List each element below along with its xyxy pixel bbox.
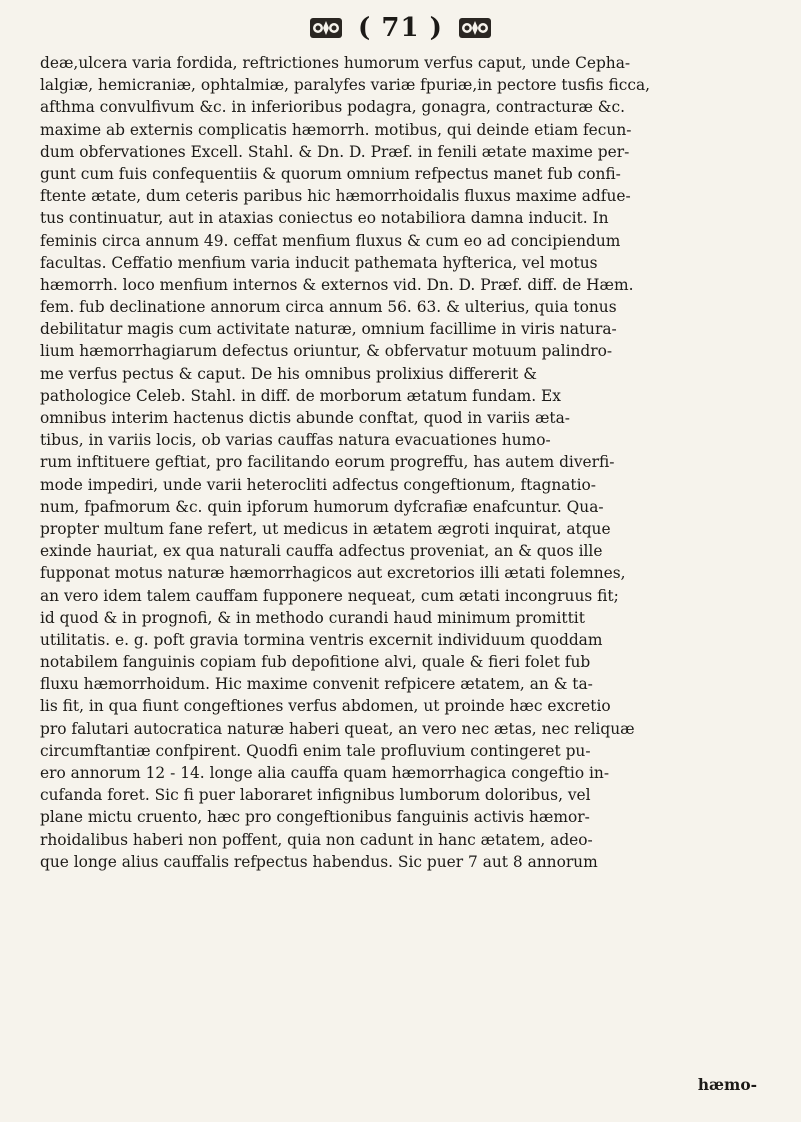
text-line: pathologice Celeb. Stahl. in diff. de morborum ætatum fundam. Ex — [40, 386, 561, 405]
text-line: lium hæmorrhagiarum defectus oriuntur, & obfervatur motuum palindro- — [40, 342, 613, 361]
catchword: hæmo- — [697, 1076, 757, 1094]
text-line: ftente ætate, dum ceteris paribus hic hæmorrhoidalis fluxus maxime adfue- — [40, 187, 631, 206]
text-line: id quod & in prognofi, & in methodo curandi haud minimum promittit — [40, 608, 585, 627]
text-line: que longe alius cauffalis refpectus habendus. Sic puer 7 aut 8 annorum — [40, 852, 598, 871]
text-line: plane mictu cruento, hæc pro congeftionibus fanguinis activis hæmor- — [40, 808, 590, 827]
text-line: fem. fub declinatione annorum circa annum 56. 63. & ulterius, quia tonus — [40, 298, 617, 317]
text-line: exinde hauriat, ex qua naturali cauffa adfectus proveniat, an & quos ille — [40, 542, 603, 561]
body-text — [40, 52, 768, 873]
text-line: fupponat motus naturæ hæmorrhagicos aut excretorios illi ætati folemnes, — [40, 564, 626, 583]
text-line: me verfus pectus & caput. De his omnibus prolixius differerit & — [40, 364, 537, 383]
page-number: ( 71 ) — [358, 13, 443, 43]
text-line: tus continuatur, aut in ataxias coniectus eo notabiliora damna inducit. In — [40, 209, 609, 228]
text-line: lis fit, in qua fiunt congeftiones verfus abdomen, ut proinde hæc excretio — [40, 697, 611, 716]
text-line: pro falutari autocratica naturæ haberi queat, an vero nec ætas, nec reliquæ — [40, 719, 635, 738]
text-line: cufanda foret. Sic fi puer laboraret infignibus lumborum doloribus, vel — [40, 786, 591, 805]
text-line: fluxu hæmorrhoidum. Hic maxime convenit refpicere ætatem, an & ta- — [40, 675, 593, 694]
text-line: omnibus interim hactenus dictis abunde conftat, quod in variis æta- — [40, 409, 570, 427]
text-line: utilitatis. e. g. poft gravia tormina ventris excernit individuum quoddam — [40, 630, 603, 649]
text-line: afthma convulfivum &c. in inferioribus podagra, gonagra, contracturæ &c. — [40, 98, 626, 117]
text-line: an vero idem talem cauffam fupponere nequeat, cum ætati incongruus fit; — [40, 586, 619, 605]
text-line: propter multum fane refert, ut medicus in ætatem ægroti inquirat, atque — [40, 519, 611, 538]
text-line: hæmorrh. loco menfium internos & externos vid. Dn. D. Præf. diff. de Hæm. — [40, 275, 634, 294]
text-line: deæ,ulcera varia fordida, reftrictiones humorum verfus caput, unde Cepha- — [40, 54, 631, 72]
text-line: rum inftituere geftiat, pro facilitando eorum progreffu, has autem diverfi- — [40, 453, 615, 472]
text-line: num, fpafmorum &c. quin ipforum humorum dyfcrafiæ enafcuntur. Qua- — [40, 497, 604, 516]
text-line: rhoidalibus haberi non poffent, quia non cadunt in hanc ætatem, adeo- — [40, 830, 593, 849]
text-line: ero annorum 12 - 14. longe alia cauffa quam hæmorrhagica congeftio in- — [40, 764, 610, 782]
printers-ornament-icon — [457, 15, 493, 41]
text-line: circumftantiæ confpirent. Quodfi enim tale profluvium contingeret pu- — [40, 741, 591, 760]
text-line: dum obfervationes Excell. Stahl. & Dn. D. Præf. in fenili ætate maxime per- — [40, 142, 630, 161]
text-line: facultas. Ceffatio menfium varia inducit pathemata hyfterica, vel motus — [40, 253, 598, 272]
text-line: maxime ab externis complicatis hæmorrh. motibus, qui deinde etiam fecun- — [40, 120, 632, 139]
text-line: gunt cum fuis confequentiis & quorum omnium refpectus manet fub confi- — [40, 164, 621, 183]
text-line: lalgiæ, hemicraniæ, ophtalmiæ, paralyfes variæ fpuriæ,in pectore tusfis ficca, — [40, 76, 651, 95]
text-line: mode impediri, unde varii heterocliti adfectus congeftionum, ftagnatio- — [40, 475, 597, 494]
text-line: notabilem fanguinis copiam fub depofitione alvi, quale & fieri folet fub — [40, 653, 591, 672]
text-line: feminis circa annum 49. ceffat menfium fluxus & cum eo ad concipiendum — [40, 231, 621, 250]
text-line: debilitatur magis cum activitate naturæ, omnium facillime in viris natura- — [40, 320, 617, 339]
printers-ornament-icon — [308, 15, 344, 41]
text-line: tibus, in variis locis, ob varias cauffas natura evacuationes humo- — [40, 431, 551, 450]
page-header — [0, 6, 801, 50]
